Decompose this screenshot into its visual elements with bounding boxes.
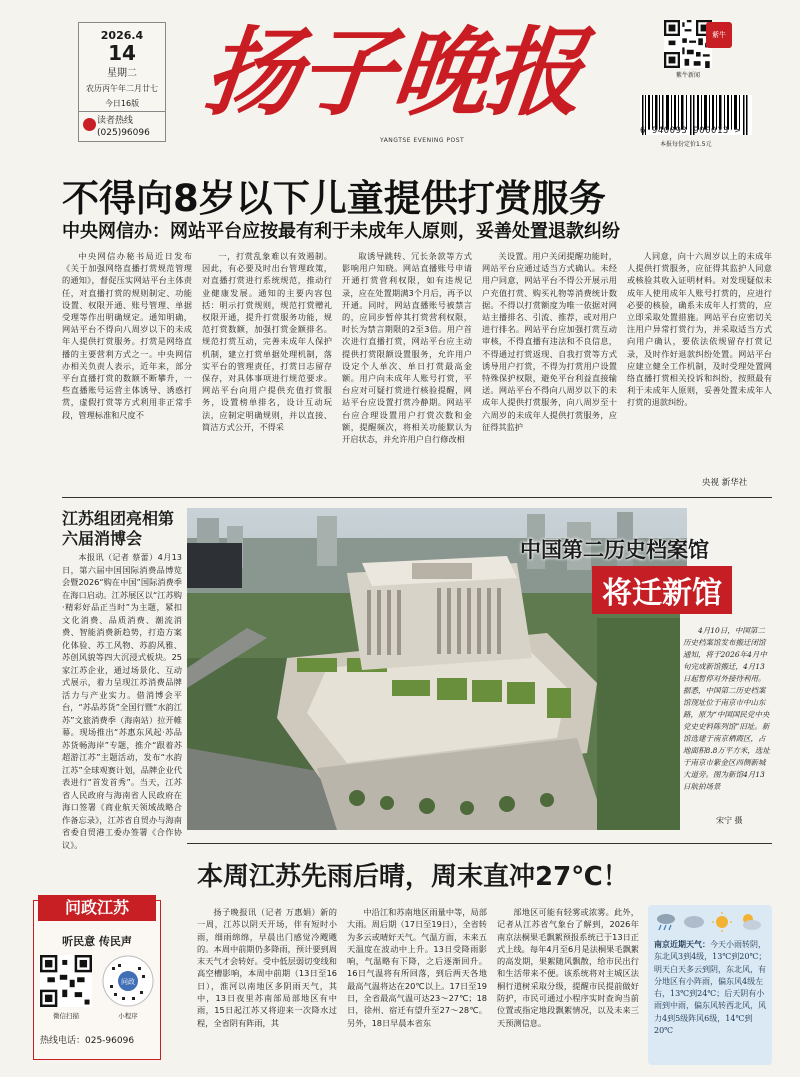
lead-column-3: 取诱导跳转、冗长条款等方式影响用户知晓。网站直播账号申请开通打赏营利权限，如有违规记录，应在处置期满3个月后，再予以开通。同时，网站直播账号被禁言的，应同步暂停其打赏营利权限，时长为禁言期限的2至3倍。用户首次进行直播打赏，网站平台应主动提供打赏限额设置服务，允许用户设定个人单次、单日打赏最高金额。用户向未成年人账号打赏，平台应对可疑打赏进行核验提醒，网站平台应设置打赏冷静期。网站平台应合理设置用户打赏次数和金额，提醒频次，将相关功能默认为开启状态，并允许用户自行修改相: [342, 251, 472, 445]
left-story-body: 本报讯（记者 蔡蕾）4月13日，第六届中国国际消费品博览会暨2026“购在中国”国际消费季在海口启动。江苏展区以“江苏购·精彩好品正当时”为主题，紧扣文化消费、品质消费、潮流消费、智能消费新趋势，打造方案化体验、苏工风物、苏韵风雅、苏创风貌等四大沉浸式板块。25家江苏企业，通过场景化、互动式展示，着力呈现江苏消费品牌活力与产业实力。借消博会平台，“苏品苏货”全国行暨“水韵江苏”文旅消费季（海南站）拉开帷幕。现场推出“苏惠东风起·苏品苏货畅海岸”专题，推介“跟着苏超游江苏”主题活动，发布“水韵江苏”全球观赛计划，品牌企业代表进行“首发首秀”。当天，江苏省人民政府与海南省人民政府在海口签署《商业航天领域战略合作备忘录》，江苏省自贸办与海南省委自贸港工委办签署《合作协议》。: [62, 552, 182, 850]
qr1-label: 微信扫描: [53, 1012, 79, 1020]
hotline-logo-icon: [83, 118, 96, 131]
left-story-headline: 江苏组团亮相第六届消博会: [62, 509, 175, 548]
paper-name-en: YANGTSE EVENING POST: [380, 137, 465, 144]
date-box: [78, 22, 166, 142]
qr2-label: 小程序: [118, 1012, 138, 1020]
edition-count: 今日16版: [104, 99, 140, 108]
photo-overlay-banner: 将迁新馆: [592, 566, 732, 614]
lead-headline: 不得向8岁以下儿童提供打赏服务: [62, 177, 606, 220]
lead-source: 央视 新华社: [702, 478, 748, 488]
qr-label: 紫牛新闻: [675, 72, 700, 79]
masthead: [0, 0, 800, 160]
lead-column-1: 中央网信办秘书局近日发布《关于加强网络直播打赏规范管理的通知》，督促压实网站平台主体责任，对直播打赏的规则制定、功能设置、权限开通、账号管理、单据受理等作出明确规定。通知明确，网站平台不得向八周岁以下的未成年人提供打赏服务。打赏是网络直播的主要营利方式之一。中央网信办相关负责人表示，近年来，部分平台直播打赏的数额不断攀升，一些直播账号运营主体诱导、诱惑打赏，虚假打赏等方式利用非正常手段，管理标准和尺度不: [62, 251, 192, 420]
issue-year-month: 2026.4: [100, 29, 144, 42]
rain-icon: [657, 914, 675, 930]
paper-name-logo: 扬子晚报: [199, 16, 587, 129]
issue-weekday: 星期二: [107, 68, 137, 79]
lead-column-4: 关设置。用户关闭提醒功能时，网站平台应通过适当方式确认。未经用户同意，网站平台不得公开展示用户充值打赏、购买礼物等消费统计数据。不得以打赏额度为唯一依据对网站主播排名、引流、推荐，或对用户进行排名。网站平台应加强打赏互动审核，不得直播有违法和不良信息，不得通过打赏返现、自我打赏等方式诱导用户打赏，不得为打赏用户设置特殊保护权限，避免平台利益直接输送。网站平台不得向八周岁以下的未成年人提供打赏服务，向八周岁至十六周岁的未成年人提供打赏服务，应征得其监护: [482, 251, 617, 432]
svg-text:问政: 问政: [121, 978, 135, 986]
ask-box-slogan: 听民意 传民声: [62, 935, 132, 948]
nanjing-forecast-box: [648, 905, 772, 1065]
ask-box-title: 问政江苏: [38, 895, 156, 921]
cloud-icon: [684, 916, 704, 928]
lead-subheadline: 中央网信办：网站平台应按最有利于未成年人原则，妥善处置退款纠纷: [62, 221, 620, 242]
ask-box-phone: 热线电话：025-96096: [40, 1036, 135, 1046]
weather-headline: 本周江苏先雨后晴，周末直冲27℃！: [197, 862, 629, 892]
mini-program-icon[interactable]: [102, 955, 154, 1007]
section-divider: [62, 497, 772, 498]
lead-column-5: 人同意，向十六周岁以上的未成年人提供打赏服务，应征得其监护人同意或核验其收入证明材料。对发现疑似未成年人使用成年人账号打赏的，应进行必要的核验，确系未成年人打赏的，应立即采取处置措施。网站平台应密切关注用户异常打赏行为，并采取适当方式向用户确认，要依法依规留存打赏记录，及时作好退款纠纷处置。网站平台应建立健全工作机制，及时受理处置网络直播打赏相关投诉和纠纷，按照最有利于未成年人原则，妥善处置未成年人打赏的退款纠纷。: [627, 251, 772, 408]
weather-column-1: 扬子晚报讯（记者 万惠娟）新的一周，江苏以阴天开场，伴有短时小雨，细雨绵绵，早晨出门感觉冷飕飕的。本周中前期仍多降雨，预计要到周末天气才会转好。受中低层弱切变线和高空槽影响，本周中前期（13日至16日），淮河以南地区多阴雨天气，其中，13日夜里苏南部局部地区有中雨，15日起江苏又将迎来一次降水过程，全省阴有阵雨，其: [197, 907, 337, 1028]
wechat-qr-icon[interactable]: [40, 955, 92, 1007]
hotline-label: 读者热线: [97, 116, 134, 126]
app-badge-icon: 紫牛: [706, 22, 732, 48]
photo-credit: 宋宁 摄: [716, 816, 743, 825]
weather-body: [197, 906, 642, 1066]
section-divider-lower: [187, 843, 772, 844]
forecast-body: 今天小雨转阴，东北风3到4级，13℃到20℃；明天白天多云到阴，东北风，有分地区有小阵雨，偏东风4级左右，13℃到24℃；后天阴有小雨到中雨，偏东风转西北风，风力4到5级阵风6级，14℃到20℃: [654, 940, 767, 1036]
issue-day: 14: [108, 41, 136, 65]
forecast-title: 南京近期天气：: [654, 940, 710, 949]
barcode-number: 6 940093 900013 >: [640, 126, 741, 136]
weather-column-3: 部地区可能有轻雾或浓雾。此外，记者从江苏省气象台了解到，2026年南京法桐果毛飘絮预报系统已于13日正式上线。每年4月至6月是法桐果毛飘絮的高发期，果絮随风飘散，给市民出行和生活带来不便。该系统将对主城区法桐行道树采取分级，提醒市民提前做好防护，市民可通过小程序实时查询当前位置或指定地段飘絮情况，以及未来三天预测信息。: [497, 907, 639, 1028]
lead-column-2: 一，打赏乱象难以有效遏制。因此，有必要及时出台管理政策，对直播打赏进行系统规范，推动行业健康发展。通知的主要内容包括：明示打赏规则，规范打赏赠礼权限开通，提升打赏服务功能，规范打赏数额，加强打赏金额排名。规范打赏互动，完善未成年人保护机制，建立打赏单据处理机制，落实平台的管理责任，打赏日志留存保存，对具体事项进行规范要求。网站平台向用户提供充值打赏服务，设置榜单排名，设计互动玩法，应制定明确规则，并以直接、简洁方式公开，不得采: [202, 251, 332, 432]
hotline-number: (025)96096: [97, 128, 150, 138]
lead-body: [62, 250, 772, 490]
partly-cloudy-icon: [743, 914, 761, 930]
weather-icons: [654, 911, 766, 933]
forecast-text: [654, 939, 768, 1037]
reader-hotline: [79, 111, 165, 141]
weather-column-2: 中沿江和苏南地区雨量中等，局部大雨。周后期（17日至19日），全省转为多云或晴好天气。气温方面，未来五天温度在波动中上升。13日受降雨影响，气温略有下降，之后逐渐回升。16日气温将有所回落，到后两天各地最高气温将达在20℃以上。17日至19日，全省最高气温可达23～27℃；18日，徐州、宿迁有望升至27～28℃。另外，18日早晨本省东: [347, 907, 487, 1028]
sun-icon: [712, 912, 732, 932]
lunar-date: 农历丙午年二月廿七: [86, 84, 158, 93]
qr-code-icon: [664, 20, 712, 68]
photo-overlay-title: 中国第二历史档案馆: [520, 538, 709, 562]
photo-caption: 4月10日，中国第二历史档案馆发布搬迁闭馆通知，将于2026年4月中旬完成新馆搬迁，4月13日起暂停对外接待利用。据悉，中国第二历史档案馆现址位于南京市中山东路，原为“中国国民党中央党史史料陈列馆”旧址。新馆选建于南京栖霞区，占地面积8.8万平方米，选址于南京市紫金区西侧新城大道旁。图为新馆4月13日航拍场景: [683, 626, 770, 791]
ask-jiangsu-box: [33, 900, 161, 1060]
price-label: 本报每份定价1.5元: [660, 141, 712, 148]
